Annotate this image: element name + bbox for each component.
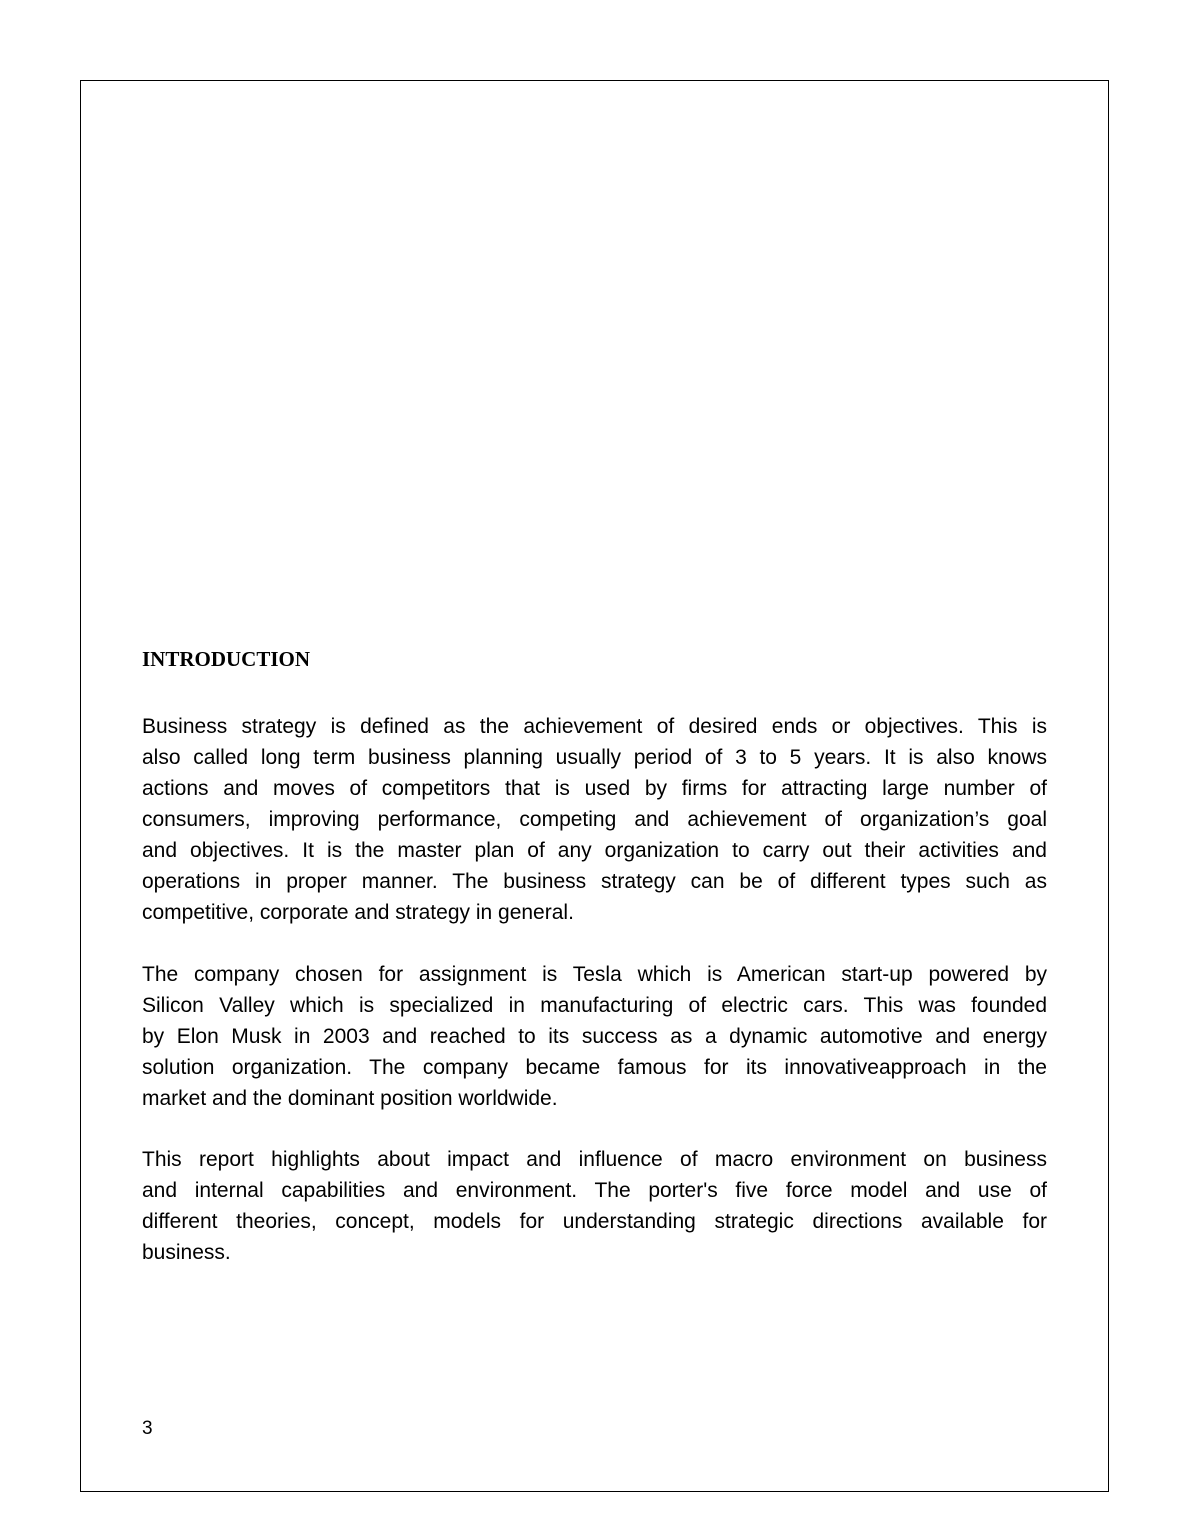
page-number: 3	[142, 1418, 153, 1439]
text-line: and objectives. It is the master plan of any organization to carry out their activities and	[142, 839, 1047, 862]
paragraph-report-scope	[142, 1144, 1047, 1268]
text-line: actions and moves of competitors that is used by firms for attracting large number of	[142, 777, 1047, 800]
text-line: consumers, improving performance, competing and achievement of organization’s goal	[142, 808, 1047, 831]
text-line: business.	[142, 1241, 231, 1264]
section-heading: INTRODUCTION	[142, 647, 311, 671]
text-line: Business strategy is defined as the achievement of desired ends or objectives. This is	[142, 715, 1047, 738]
text-line: also called long term business planning usually period of 3 to 5 years. It is also knows	[142, 746, 1047, 769]
paragraph-intro-definition	[142, 711, 1047, 928]
text-line: Silicon Valley which is specialized in manufacturing of electric cars. This was founded	[142, 994, 1047, 1017]
text-line: different theories, concept, models for understanding strategic directions available for	[142, 1210, 1047, 1233]
text-line: market and the dominant position worldwide.	[142, 1087, 558, 1110]
text-line: The company chosen for assignment is Tesla which is American start-up powered by	[142, 963, 1047, 986]
text-line: and internal capabilities and environment. The porter's five force model and use of	[142, 1179, 1047, 1202]
text-line: operations in proper manner. The business strategy can be of different types such as	[142, 870, 1047, 893]
text-line: by Elon Musk in 2003 and reached to its success as a dynamic automotive and energy	[142, 1025, 1047, 1048]
paragraph-company	[142, 959, 1047, 1114]
text-line: competitive, corporate and strategy in general.	[142, 901, 574, 924]
text-line: This report highlights about impact and influence of macro environment on business	[142, 1148, 1047, 1171]
text-line: solution organization. The company became famous for its innovativeapproach in the	[142, 1056, 1047, 1079]
